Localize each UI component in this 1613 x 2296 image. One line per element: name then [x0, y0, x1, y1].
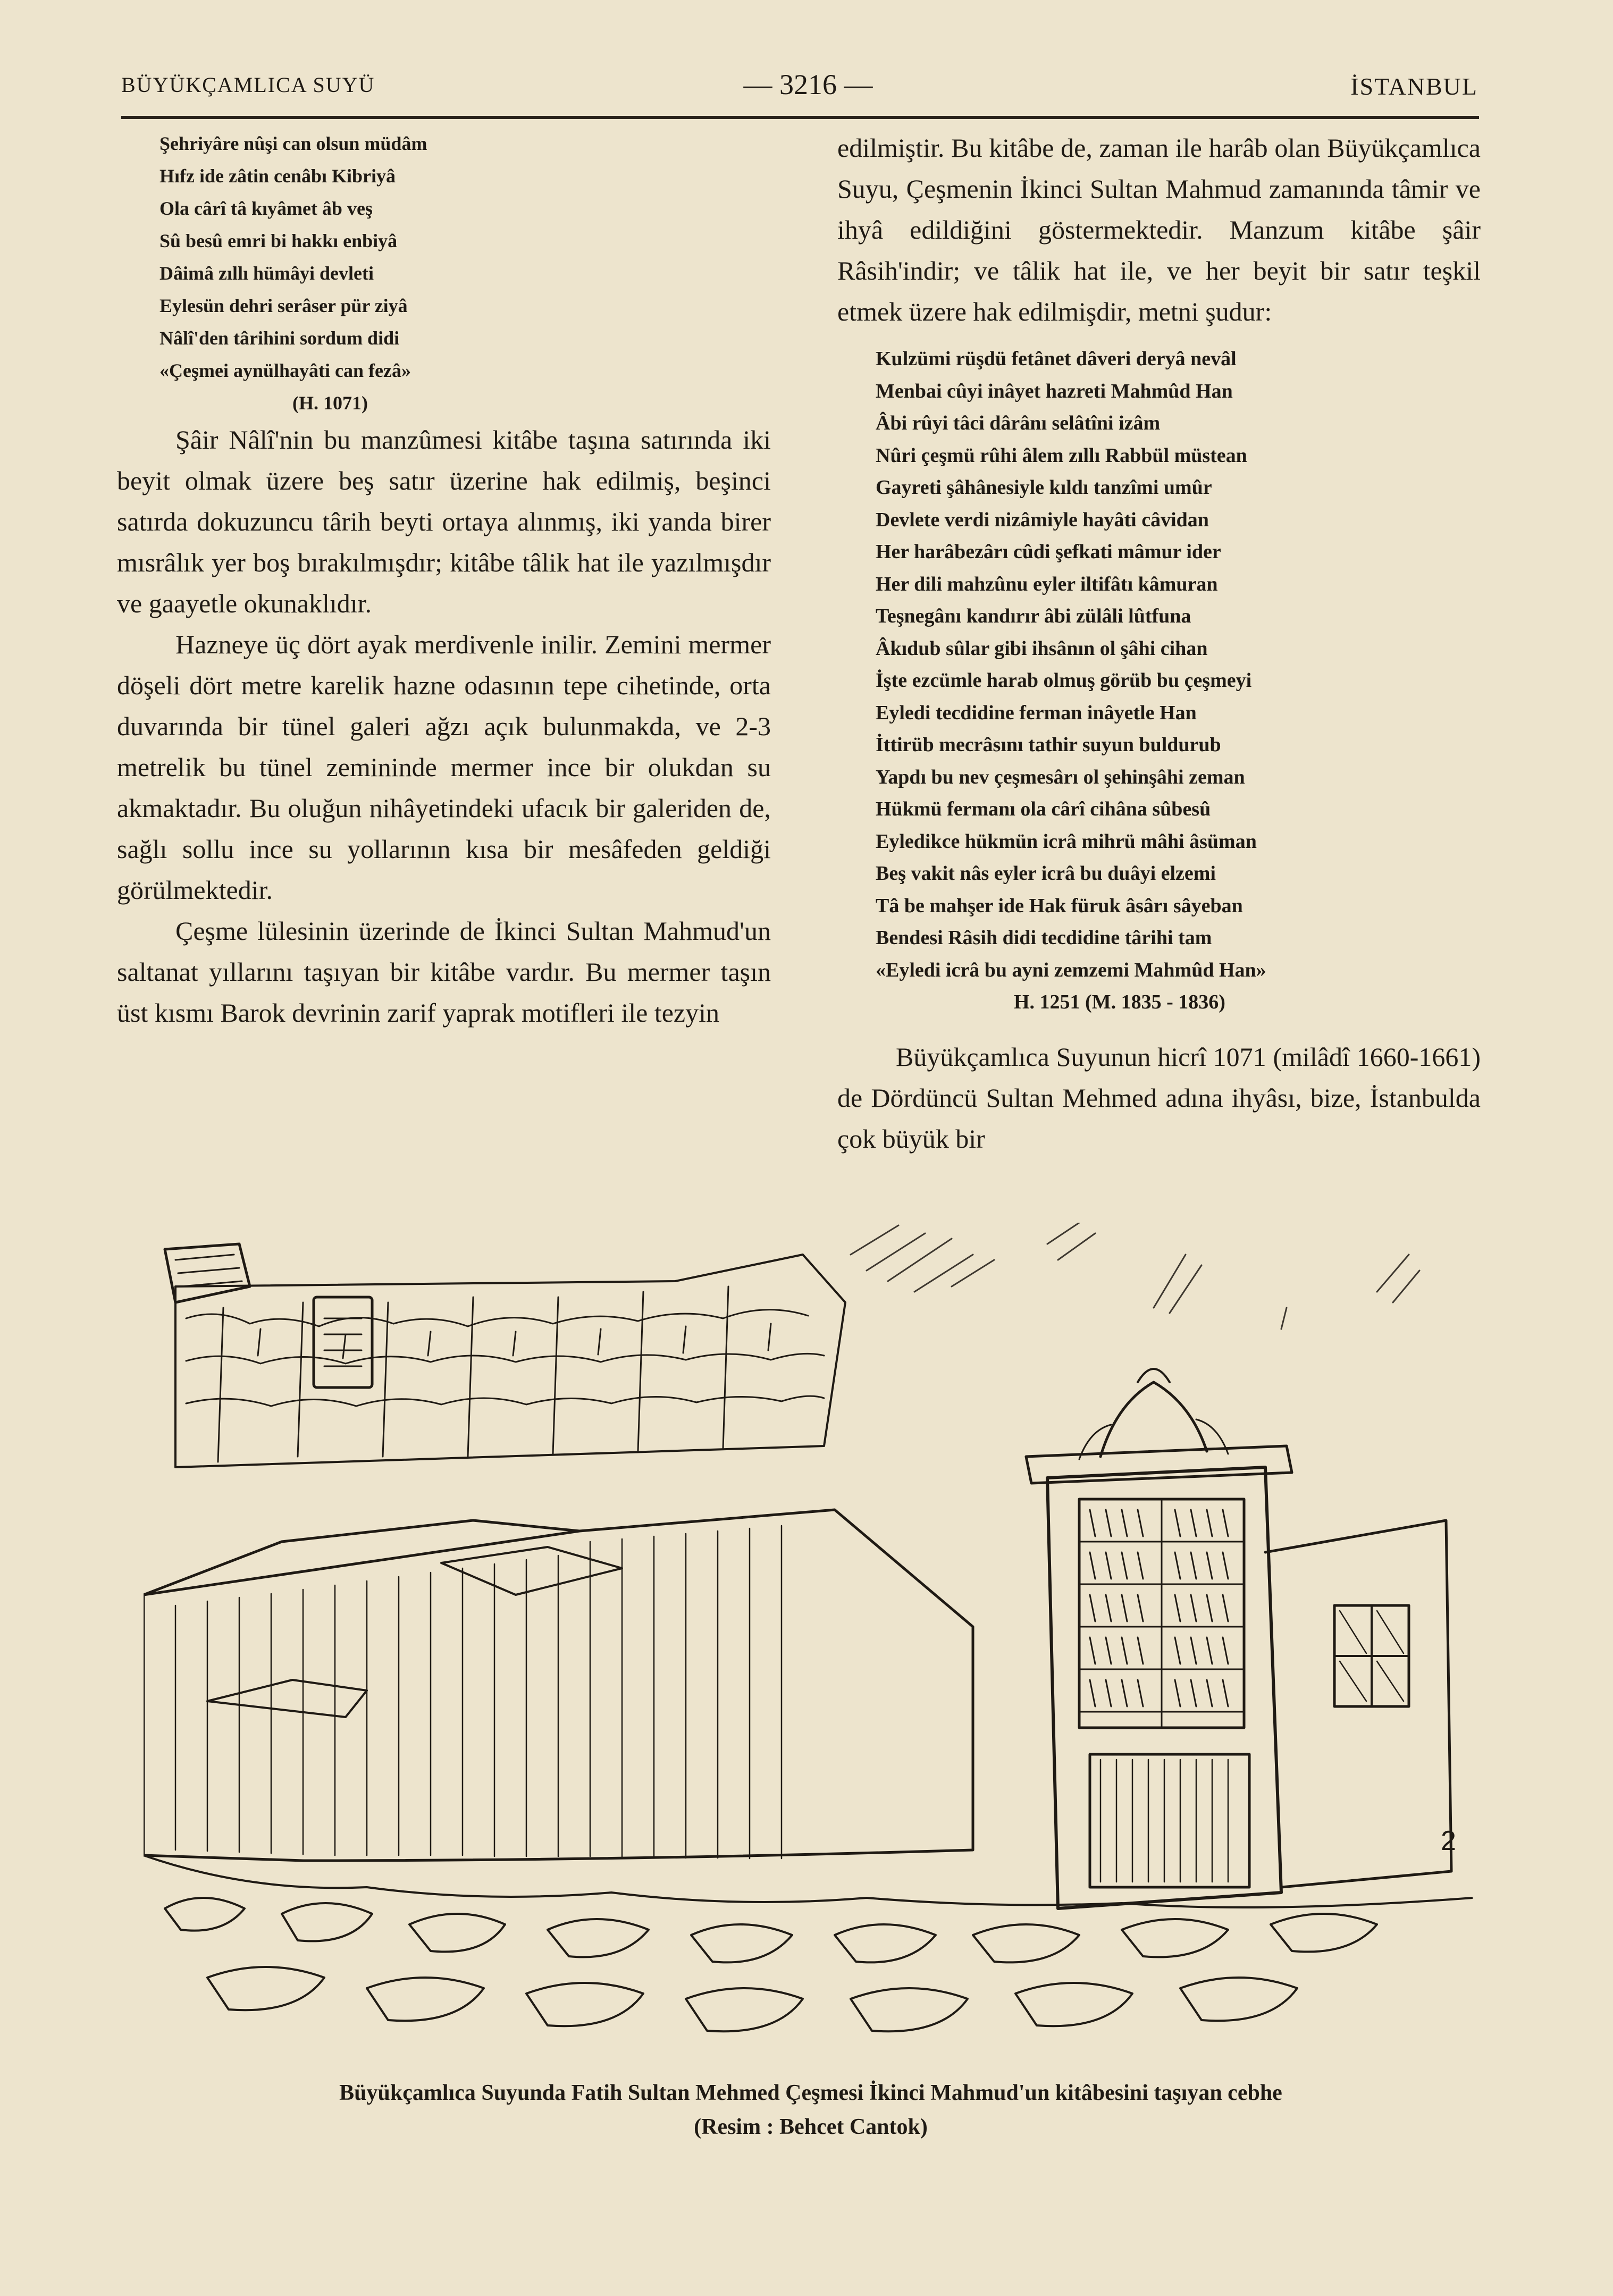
poem-line: Gayreti şâhânesiyle kıldı tanzîmi umûr [876, 476, 1212, 499]
left-column [117, 128, 771, 1033]
poem-line: Âbi rûyi tâci dârânı selâtîni izâm [876, 412, 1161, 434]
poem-line: Kulzümi rüşdü fetânet dâveri deryâ nevâl [876, 348, 1237, 370]
poem-line: Ola cârî tâ kıyâmet âb veş [159, 198, 373, 219]
paragraph: Çeşme lülesinin üzerinde de İkinci Sultan Mahmud'un saltanat yıllarını taşıyan bir kitâbe vardır. Bu mermer taşın üst kısmı Barok devrinin zarif yaprak motifleri ile tezyin [117, 916, 771, 1028]
figure-caption [159, 2076, 1462, 2144]
left-prose [117, 419, 771, 1033]
stone-slab [441, 1547, 622, 1595]
paragraph: Hazneye üç dört ayak merdivenle inilir. Zemini mermer döşeli dört metre karelik hazne odasının tepe cihetinde, orta duvarında bir tünel galeri ağzı açık bulunmakda, ve 2-3 metrelik bu tünel zemininde mermer ince bir olukdan su akmaktadır. Bu oluğun nihâyetindeki ufacık bir galeriden de, sağlı sollu ince su yollarının kısa bir mesâfeden geldiği görülmektedir. [117, 629, 771, 905]
side-wing [1265, 1520, 1451, 1887]
stone-slab [207, 1680, 367, 1717]
poem-line: Menbai cûyi inâyet hazreti Mahmûd Han [876, 380, 1233, 402]
poem-line: Her dili mahzûnu eyler iltifâtı kâmuran [876, 573, 1218, 595]
rasih-poem [876, 343, 1481, 1019]
fountain-facade [1026, 1369, 1292, 1908]
paragraph: Şâir Nâlî'nin bu manzûmesi kitâbe taşına satırında iki beyit olmak üzere beş satır üzerine hak edilmiş, beşinci satırda dokuzuncu târih beyti ortaya alınmış, iki yanda birer mısrâlık yer boş bırakılmışdır; kitâbe tâlik hat ile yazılmışdır ve gaayetle okunaklıdır. [117, 425, 771, 618]
right-prose-intro [837, 128, 1481, 332]
poem-line: Eyledikce hükmün icrâ mihrü mâhi âsüman [876, 830, 1257, 853]
fountain-illustration [144, 1223, 1473, 2057]
poem-line: Tâ be mahşer ide Hak füruk âsârı sâyeban [876, 894, 1243, 917]
caption-line: Büyükçamlıca Suyunda Fatih Sultan Mehmed Çeşmesi İkinci Mahmud'un kitâbesini taşıyan cebhe [339, 2081, 1282, 2105]
poem-line: Âkıdub sûlar gibi ihsânın ol şâhi cihan [876, 637, 1208, 660]
poem-line: İşte ezcümle harab olmuş görüb bu çeşmeyi [876, 669, 1252, 692]
poem-date: (H. 1071) [292, 392, 368, 414]
right-column [837, 128, 1481, 1159]
figure-corner-mark: 2 [1441, 1826, 1456, 1856]
poem-line: Eylesün dehri serâser pür ziyâ [159, 295, 408, 316]
caption-credit: (Resim : Behcet Cantok) [694, 2115, 928, 2139]
poem-line: İttirüb mecrâsını tathir suyun buldurub [876, 734, 1221, 756]
poem-date: H. 1251 (M. 1835 - 1836) [1014, 991, 1225, 1013]
back-wall-stones [186, 1286, 824, 1462]
paragraph: edilmiştir. Bu kitâbe de, zaman ile harâb olan Büyükçamlıca Suyu, Çeşmenin İkinci Sultan Mahmud zamanında tâmir ve ihyâ edildiğini göstermektedir. Manzum kitâbe şâir Râsih'indir; ve tâlik hat ile, ve her beyit bir satır teşkil etmek üzere hak edilmişdir, metni şudur: [837, 133, 1481, 326]
right-prose-closing [837, 1037, 1481, 1159]
poem-line: Hükmü fermanı ola cârî cihâna sûbesû [876, 798, 1211, 820]
paragraph: Büyükçamlıca Suyunun hicrî 1071 (milâdî 1660-1661) de Dördüncü Sultan Mehmed adına ihyâsı, bize, İstanbulda çok büyük bir [837, 1041, 1481, 1154]
poem-line: Hıfz ide zâtin cenâbı Kibriyâ [159, 165, 396, 187]
header-rule-left [121, 116, 1184, 119]
header-rule-right [1181, 116, 1479, 119]
poem-line: Devlete verdi nizâmiyle hayâti câvidan [876, 508, 1209, 531]
fountain-door [1090, 1754, 1249, 1887]
running-head-left: BÜYÜKÇAMLICA SUYÜ [121, 73, 375, 97]
poem-line: Beş vakit nâs eyler icrâ bu duâyi elzemi [876, 862, 1216, 885]
poem-line: Teşnegânı kandırır âbi zülâli lûtfuna [876, 605, 1191, 627]
poem-line: Sû besû emri bi hakkı enbiyâ [159, 230, 398, 251]
running-head-right: İSTANBUL [1350, 73, 1478, 100]
poem-line: Bendesi Râsih didi tecdidine târihi tam [876, 927, 1212, 949]
poem-line: Dâimâ zıllı hümâyi devleti [159, 263, 374, 284]
small-stele [314, 1297, 372, 1387]
nali-poem [159, 128, 771, 419]
poem-line: Nâlî'den târihini sordum didi [159, 327, 400, 349]
poem-line: Şehriyâre nûşi can olsun müdâm [159, 133, 427, 154]
poem-line: Her harâbezârı cûdi şefkati mâmur ider [876, 541, 1221, 563]
poem-line: Yapdı bu nev çeşmesârı ol şehinşâhi zeman [876, 766, 1245, 788]
page-number: — 3216 — [743, 69, 873, 100]
poem-line: Nûri çeşmü rûhi âlem zıllı Rabbül müstean [876, 444, 1247, 467]
poem-line: Eyledi tecdidine ferman inâyetle Han [876, 701, 1197, 724]
ground-cobbles [144, 1855, 1473, 2031]
poem-line: «Eyledi icrâ bu ayni zemzemi Mahmûd Han» [876, 958, 1266, 981]
sky-hatching [851, 1223, 1419, 1329]
poem-line: «Çeşmei aynülhayâti can fezâ» [159, 360, 411, 381]
